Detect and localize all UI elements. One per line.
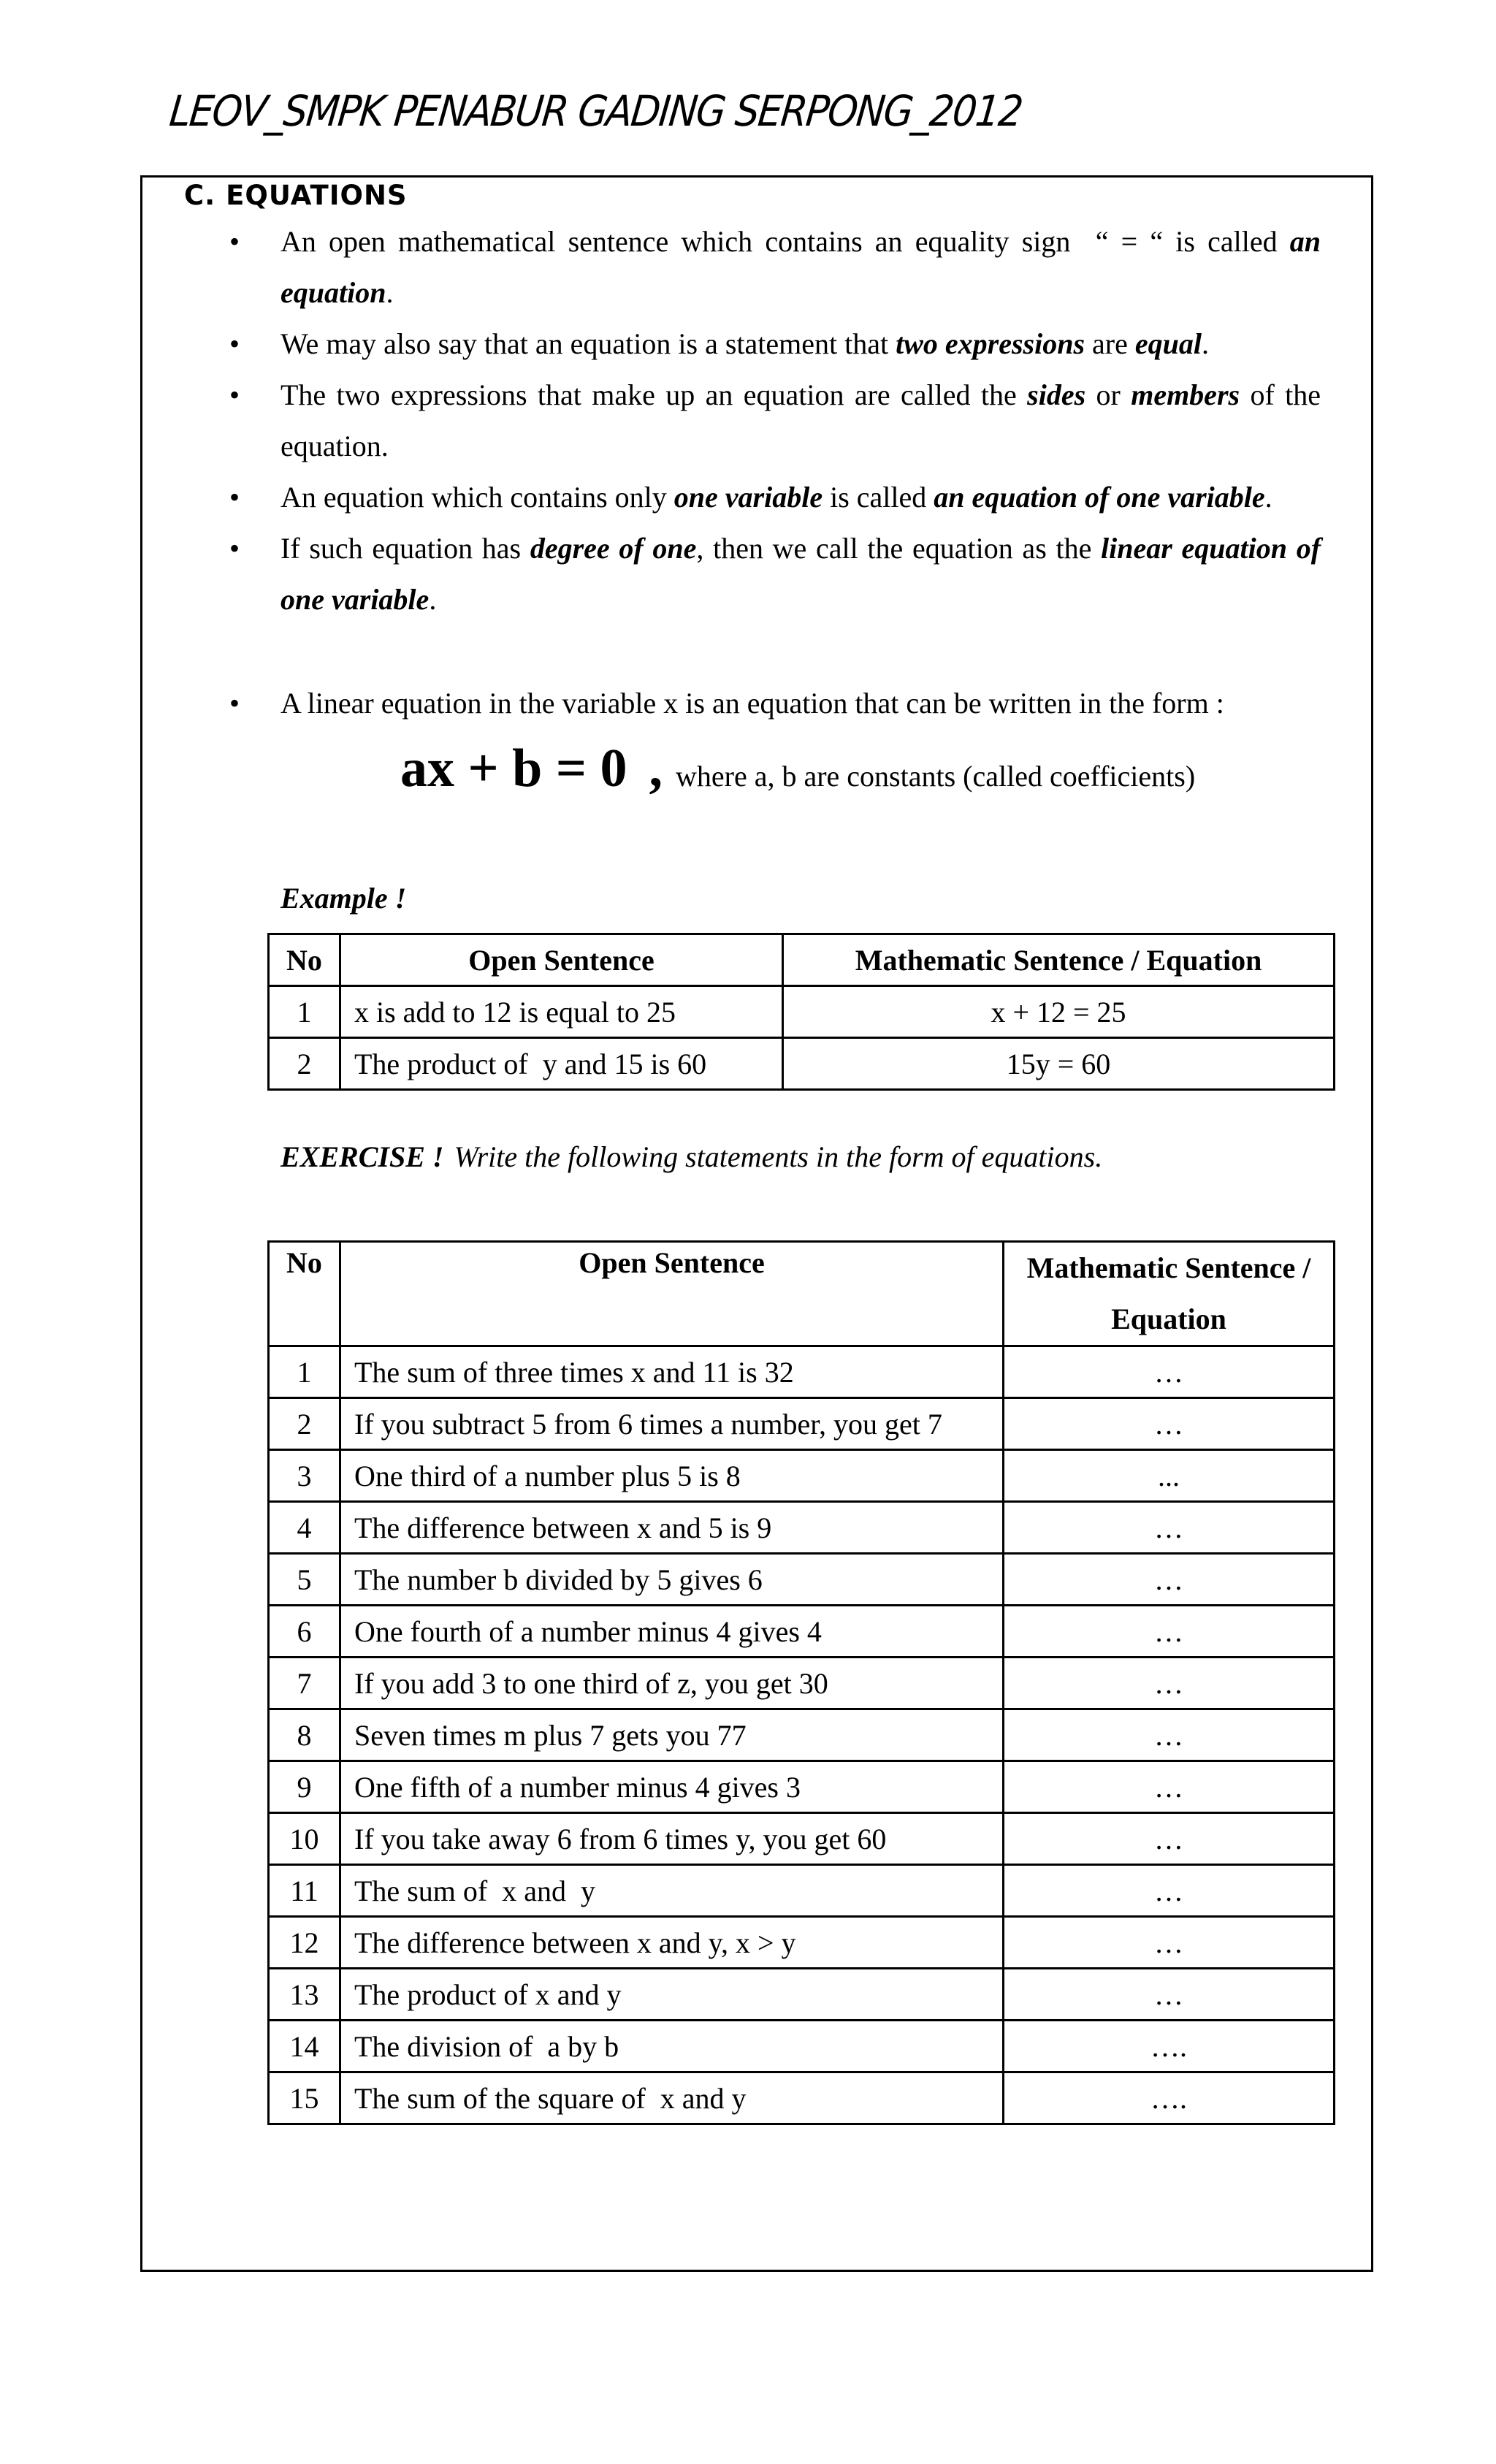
cell-equation: …. [1004, 2021, 1335, 2072]
bullet-text: linear equation of one variable [280, 532, 1321, 616]
bullet-text: . [386, 276, 394, 309]
cell-no: 4 [269, 1502, 340, 1554]
cell-open-sentence: x is add to 12 is equal to 25 [340, 986, 783, 1038]
cell-equation: … [1004, 1346, 1335, 1398]
exercise-instruction: Write the following statements in the form of equations. [454, 1140, 1103, 1173]
column-header-open-sentence: Open Sentence [340, 1242, 1004, 1346]
bullet-text: , then we call the equation as the [696, 532, 1102, 565]
cell-open-sentence: The number b divided by 5 gives 6 [340, 1554, 1004, 1606]
bullet-item [280, 678, 1321, 729]
cell-open-sentence: One fourth of a number minus 4 gives 4 [340, 1606, 1004, 1658]
bullet-text: or [1085, 378, 1131, 411]
cell-open-sentence: The difference between x and y, x > y [340, 1917, 1004, 1969]
bullet-text: are [1085, 327, 1135, 360]
cell-open-sentence: The sum of three times x and 11 is 32 [340, 1346, 1004, 1398]
cell-open-sentence: One fifth of a number minus 4 gives 3 [340, 1761, 1004, 1813]
bullet-text: equal [1134, 327, 1202, 360]
bullet-item [280, 319, 1321, 370]
exercise-title: EXERCISE ! [280, 1140, 444, 1173]
bullet-text: A linear equation in the variable x is an equation that can be written in the form : [280, 687, 1224, 720]
bullet-text: An open mathematical sentence which contains an equality sign “ = “ is called [280, 225, 1290, 258]
table-row [269, 1658, 1335, 1709]
bullet-text: degree of one [530, 532, 697, 565]
cell-no: 15 [269, 2072, 340, 2124]
bullet-text: If such equation has [280, 532, 530, 565]
cell-no: 11 [269, 1865, 340, 1917]
bullet-text: . [1264, 481, 1272, 514]
bullet-text: The two expressions that make up an equation are called the [280, 378, 1028, 411]
cell-open-sentence: The sum of x and y [340, 1865, 1004, 1917]
table-row [269, 1969, 1335, 2021]
cell-equation: … [1004, 1658, 1335, 1709]
definition-bullet-list [280, 216, 1321, 729]
bullet-item [280, 523, 1321, 625]
bullet-text: an equation of one variable [934, 481, 1265, 514]
cell-no: 1 [269, 1346, 340, 1398]
cell-no: 3 [269, 1450, 340, 1502]
bullet-text: is called [823, 481, 934, 514]
table-row [269, 2021, 1335, 2072]
table-row [269, 1865, 1335, 1917]
cell-equation: … [1004, 1709, 1335, 1761]
cell-equation: … [1004, 1398, 1335, 1450]
cell-no: 9 [269, 1761, 340, 1813]
bullet-text: . [429, 583, 437, 616]
cell-equation: 15y = 60 [783, 1038, 1335, 1090]
column-header-no: No [269, 934, 340, 986]
cell-equation: … [1004, 1865, 1335, 1917]
section-heading: C. EQUATIONS [184, 180, 408, 211]
exercise-table [267, 1240, 1335, 2125]
cell-no: 14 [269, 2021, 340, 2072]
cell-equation: …. [1004, 2072, 1335, 2124]
cell-open-sentence: One third of a number plus 5 is 8 [340, 1450, 1004, 1502]
cell-no: 8 [269, 1709, 340, 1761]
cell-equation: … [1004, 1606, 1335, 1658]
bullet-text: of the equation. [280, 378, 1321, 462]
table-row [269, 1398, 1335, 1450]
cell-open-sentence: The product of x and y [340, 1969, 1004, 2021]
formula-expression: ax + b = 0 [400, 739, 627, 798]
bullet-text: . [1201, 327, 1209, 360]
cell-equation: … [1004, 1761, 1335, 1813]
table-row [269, 986, 1335, 1038]
bullet-item [280, 370, 1321, 472]
cell-open-sentence: Seven times m plus 7 gets you 77 [340, 1709, 1004, 1761]
bullet-text: We may also say that an equation is a statement that [280, 327, 896, 360]
cell-no: 12 [269, 1917, 340, 1969]
bullet-text: An equation which contains only [280, 481, 674, 514]
table-row [269, 1813, 1335, 1865]
bullet-text: one variable [673, 481, 823, 514]
column-header-equation: Mathematic Sentence / Equation [1004, 1242, 1335, 1346]
table-row [269, 1502, 1335, 1554]
cell-open-sentence: If you add 3 to one third of z, you get 30 [340, 1658, 1004, 1709]
column-header-open-sentence: Open Sentence [340, 934, 783, 986]
table-row [269, 1761, 1335, 1813]
table-row [269, 1450, 1335, 1502]
table-row [269, 1709, 1335, 1761]
exercise-table-header-row [269, 1242, 1335, 1346]
table-row [269, 1917, 1335, 1969]
bullet-item [280, 472, 1321, 523]
cell-no: 10 [269, 1813, 340, 1865]
cell-open-sentence: If you subtract 5 from 6 times a number, you get 7 [340, 1398, 1004, 1450]
table-row [269, 1038, 1335, 1090]
cell-no: 13 [269, 1969, 340, 2021]
linear-equation-formula [400, 738, 1195, 800]
cell-no: 2 [269, 1038, 340, 1090]
bullet-text: sides [1027, 378, 1086, 411]
example-table-header-row [269, 934, 1335, 986]
bullet-text: an equation [280, 225, 1321, 309]
table-row [269, 1606, 1335, 1658]
cell-open-sentence: The difference between x and 5 is 9 [340, 1502, 1004, 1554]
page-header-title: LEOV_SMPK PENABUR GADING SERPONG_2012 [167, 86, 1025, 136]
table-row [269, 1554, 1335, 1606]
formula-comma: , [649, 739, 663, 798]
cell-equation: x + 12 = 25 [783, 986, 1335, 1038]
cell-no: 5 [269, 1554, 340, 1606]
cell-open-sentence: The sum of the square of x and y [340, 2072, 1004, 2124]
cell-equation: … [1004, 1969, 1335, 2021]
cell-no: 2 [269, 1398, 340, 1450]
cell-equation: ... [1004, 1450, 1335, 1502]
cell-equation: … [1004, 1813, 1335, 1865]
exercise-label [280, 1140, 1102, 1174]
cell-no: 1 [269, 986, 340, 1038]
cell-equation: … [1004, 1502, 1335, 1554]
bullet-item [280, 216, 1321, 319]
table-row [269, 1346, 1335, 1398]
formula-note: where a, b are constants (called coefficients) [676, 760, 1196, 793]
example-label: Example ! [280, 882, 407, 915]
cell-open-sentence: The product of y and 15 is 60 [340, 1038, 783, 1090]
cell-no: 6 [269, 1606, 340, 1658]
column-header-no: No [269, 1242, 340, 1346]
cell-no: 7 [269, 1658, 340, 1709]
cell-open-sentence: The division of a by b [340, 2021, 1004, 2072]
example-table [267, 933, 1335, 1091]
cell-equation: … [1004, 1917, 1335, 1969]
column-header-equation: Mathematic Sentence / Equation [783, 934, 1335, 986]
cell-open-sentence: If you take away 6 from 6 times y, you get 60 [340, 1813, 1004, 1865]
bullet-text: two expressions [896, 327, 1085, 360]
table-row [269, 2072, 1335, 2124]
cell-equation: … [1004, 1554, 1335, 1606]
bullet-text: members [1131, 378, 1240, 411]
